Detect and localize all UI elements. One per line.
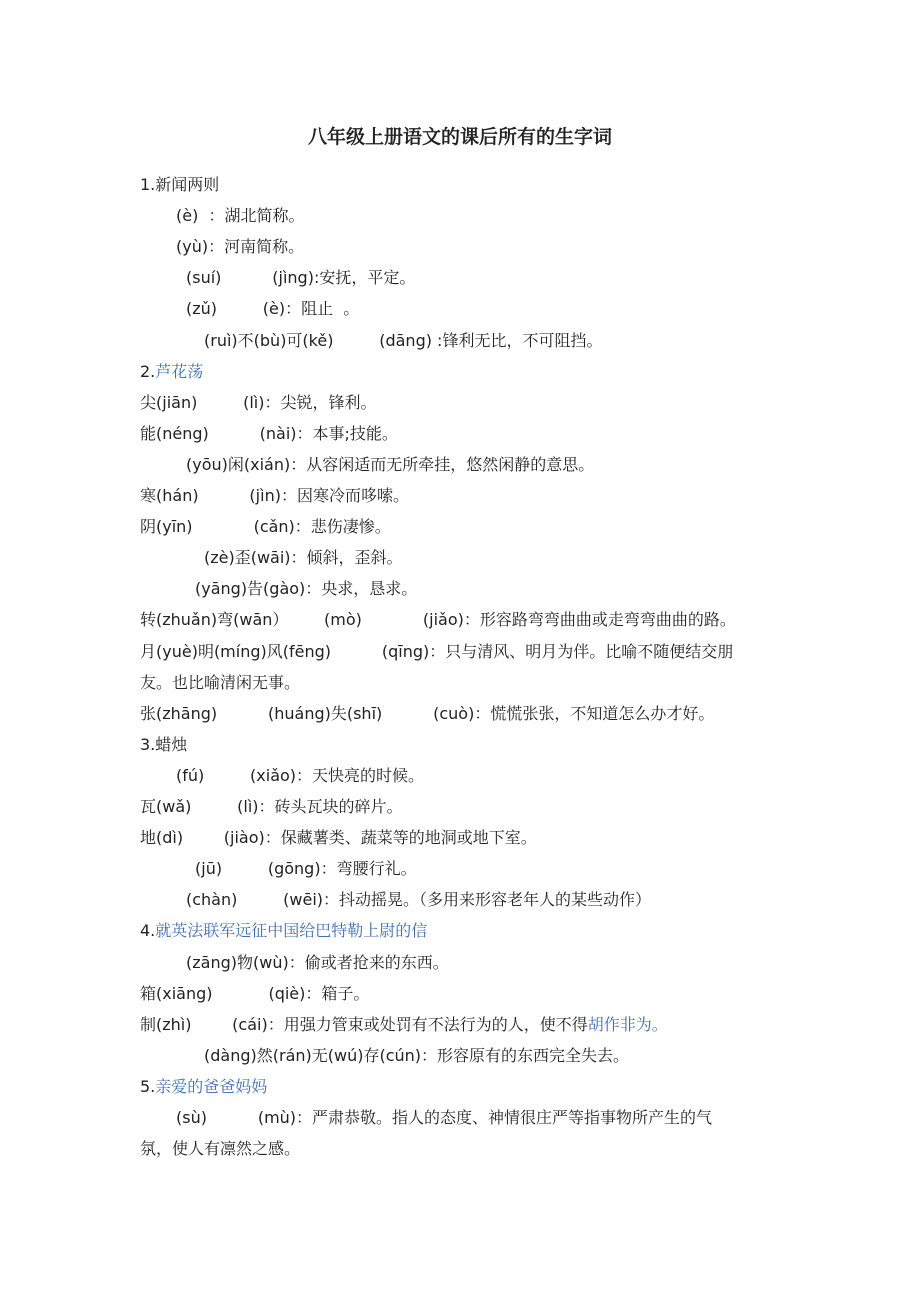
- text-line: [195, 859, 417, 879]
- text-line: [140, 828, 537, 848]
- line-text: (zāng)物(wù)：偷或者抢来的东西。: [186, 953, 449, 972]
- line-text: (chàn) (wēi)：抖动摇晃。（多用来形容老年人的某些动作）: [186, 890, 652, 909]
- line-text: 能(néng) (nài)：本事;技能。: [140, 424, 398, 443]
- text-line: [140, 610, 736, 630]
- line-text: (yāng)告(gào)：央求，恳求。: [195, 579, 418, 598]
- text-line: [186, 299, 359, 319]
- text-line: [140, 797, 403, 817]
- line-text: (yōu)闲(xián)：从容闲适而无所牵挂，悠然闲静的意思。: [186, 455, 595, 474]
- text-line: [176, 206, 305, 226]
- text-line: [186, 890, 651, 910]
- line-text: 寒(hán) (jìn)：因寒冷而哆嗦。: [140, 486, 409, 505]
- line-text: 友。也比喻清闲无事。: [140, 673, 301, 692]
- text-line: [140, 673, 300, 693]
- line-text: (fú) (xiǎo)：天快亮的时候。: [176, 766, 425, 785]
- text-line: [140, 517, 391, 537]
- line-text: (dàng)然(rán)无(wú)存(cún)：形容原有的东西完全失去。: [204, 1046, 630, 1065]
- line-text: 箱(xiāng) (qiè)：箱子。: [140, 984, 370, 1003]
- line-text: (ruì)不(bù)可(kě) (dāng) :锋利无比，不可阻挡。: [204, 331, 603, 350]
- text-line: [176, 237, 304, 257]
- line-text: 2.: [140, 362, 156, 381]
- text-line: [140, 393, 376, 413]
- text-line: [140, 704, 714, 724]
- text-line: [195, 579, 417, 599]
- text-line: [186, 953, 449, 973]
- text-line: [140, 642, 733, 662]
- line-text: 3.蜡烛: [140, 735, 188, 754]
- text-line: [140, 486, 409, 506]
- line-text: (zǔ) (è)：阻止 。: [186, 299, 360, 318]
- document-title: 八年级上册语文的课后所有的生字词: [307, 126, 612, 148]
- line-text: 阴(yīn) (cǎn)：悲伤凄惨。: [140, 517, 391, 536]
- text-line: [140, 984, 369, 1004]
- line-text: 地(dì) (jiào)：保藏薯类、蔬菜等的地洞或地下室。: [140, 828, 537, 847]
- text-line: [140, 362, 203, 382]
- text-line: [140, 1077, 267, 1097]
- line-text: 1.新闻两则: [140, 175, 220, 194]
- text-line: [204, 1046, 629, 1066]
- line-text: 月(yuè)明(míng)风(fēng) (qīng)：只与清风、明月为伴。比喻不随便结交朋: [140, 642, 734, 661]
- line-text: 转(zhuǎn)弯(wān） (mò) (jiǎo)：形容路弯弯曲曲或走弯弯曲曲的路。: [140, 610, 736, 629]
- text-line: [186, 268, 415, 288]
- line-text: (sù) (mù)：严肃恭敬。指人的态度、神情很庄严等指事物所产生的气: [176, 1108, 713, 1127]
- line-text: 尖(jiān) (lì)：尖锐，锋利。: [140, 393, 377, 412]
- hyperlink-text[interactable]: 亲爱的爸爸妈妈: [155, 1077, 268, 1096]
- hyperlink-text[interactable]: 芦花荡: [155, 362, 204, 381]
- text-line: [140, 424, 398, 444]
- line-text: (jū) (gōng)：弯腰行礼。: [195, 859, 417, 878]
- line-text: (è) ：湖北简称。: [176, 206, 305, 225]
- text-line: [140, 735, 187, 755]
- line-text: 张(zhāng) (huáng)失(shī) (cuò)：慌慌张张，不知道怎么办才好。: [140, 704, 715, 723]
- line-text: 瓦(wǎ) (lì)：砖头瓦块的碎片。: [140, 797, 403, 816]
- text-line: [176, 766, 424, 786]
- line-text: (suí) (jìng):安抚，平定。: [186, 268, 416, 287]
- line-text: (yù)：河南简称。: [176, 237, 305, 256]
- hyperlink-text[interactable]: 胡作非为: [587, 1015, 652, 1034]
- text-line: [186, 455, 594, 475]
- text-line: [140, 175, 219, 195]
- text-line: [140, 921, 427, 941]
- text-line: [176, 1108, 712, 1128]
- line-text: 制(zhì) (cái)：用强力管束或处罚有不法行为的人，使不得: [140, 1015, 588, 1034]
- hyperlink-text[interactable]: 。: [651, 1015, 668, 1034]
- text-line: [204, 331, 602, 351]
- text-line: [204, 548, 403, 568]
- line-text: (zè)歪(wāi)：倾斜，歪斜。: [204, 548, 403, 567]
- text-line: [140, 1015, 668, 1035]
- line-text: 4.: [140, 921, 156, 940]
- hyperlink-text[interactable]: 就英法联军远征中国给巴特勒上尉的信: [155, 921, 428, 940]
- text-line: [140, 1139, 300, 1159]
- line-text: 5.: [140, 1077, 156, 1096]
- line-text: 氛，使人有凛然之感。: [140, 1139, 301, 1158]
